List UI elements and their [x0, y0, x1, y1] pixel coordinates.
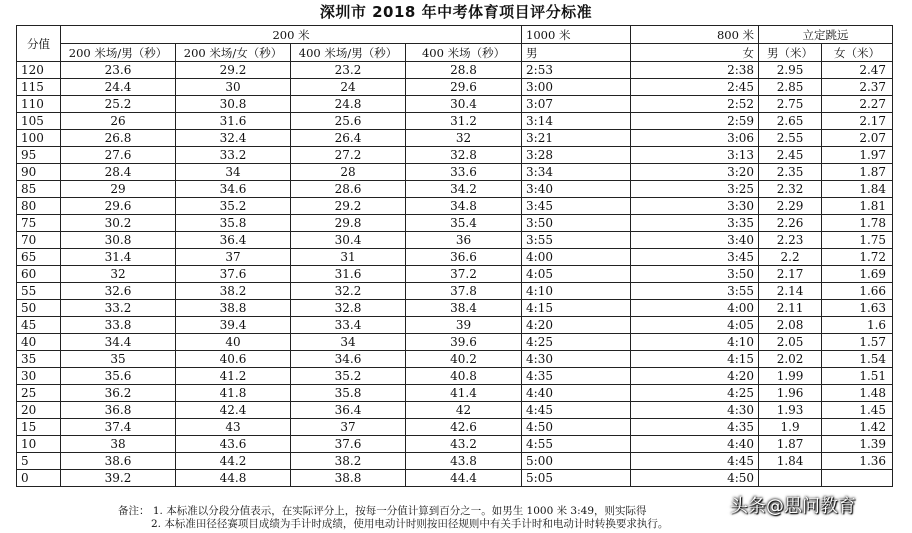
table-cell: 2.05	[759, 334, 822, 351]
table-row	[17, 147, 893, 164]
table-cell: 35	[61, 351, 176, 368]
table-cell: 29.2	[291, 198, 406, 215]
table-cell: 37	[291, 419, 406, 436]
table-cell: 34	[291, 334, 406, 351]
table-cell: 1.87	[759, 436, 822, 453]
table-cell: 3:28	[522, 147, 631, 164]
table-cell: 3:30	[631, 198, 759, 215]
table-cell: 43	[176, 419, 291, 436]
table-cell: 85	[17, 181, 61, 198]
table-cell: 42	[406, 402, 522, 419]
table-row	[17, 351, 893, 368]
table-cell: 28.4	[61, 164, 176, 181]
table-cell: 4:20	[631, 368, 759, 385]
table-cell: 1.69	[822, 266, 893, 283]
table-cell: 4:40	[522, 385, 631, 402]
table-cell: 60	[17, 266, 61, 283]
table-cell: 1.84	[822, 181, 893, 198]
table-cell: 35.2	[176, 198, 291, 215]
table-cell: 5	[17, 453, 61, 470]
table-cell: 38	[61, 436, 176, 453]
table-cell: 3:45	[522, 198, 631, 215]
table-cell: 1.96	[759, 385, 822, 402]
table-cell: 34.2	[406, 181, 522, 198]
table-cell: 3:55	[631, 283, 759, 300]
table-cell: 38.4	[406, 300, 522, 317]
table-cell: 4:30	[631, 402, 759, 419]
table-cell: 37.2	[406, 266, 522, 283]
table-row	[17, 62, 893, 79]
table-cell: 32	[61, 266, 176, 283]
header-400m-field: 400 米场（秒）	[406, 44, 522, 62]
table-cell: 40	[17, 334, 61, 351]
table-cell: 4:10	[631, 334, 759, 351]
header-400m-field-male: 400 米场/男（秒）	[291, 44, 406, 62]
table-cell: 33.4	[291, 317, 406, 334]
table-cell: 28.6	[291, 181, 406, 198]
table-cell: 44.8	[176, 470, 291, 487]
table-cell: 1.36	[822, 453, 893, 470]
note-line-2: 2. 本标准田径径赛项目成绩为手计时成绩，使用电动计时则按田径规则中有关手计时和电动计时转换要求执行。	[151, 518, 669, 530]
table-row	[17, 215, 893, 232]
table-cell: 26.4	[291, 130, 406, 147]
table-cell: 30.2	[61, 215, 176, 232]
header-row-2	[17, 44, 893, 62]
table-row	[17, 283, 893, 300]
table-cell: 115	[17, 79, 61, 96]
table-cell: 110	[17, 96, 61, 113]
table-cell: 32.8	[291, 300, 406, 317]
table-cell: 27.2	[291, 147, 406, 164]
table-cell: 38.6	[61, 453, 176, 470]
table-cell: 2:45	[631, 79, 759, 96]
score-table	[16, 25, 893, 487]
table-cell: 2.27	[822, 96, 893, 113]
table-cell: 2.32	[759, 181, 822, 198]
table-cell: 37.6	[176, 266, 291, 283]
table-cell: 36.2	[61, 385, 176, 402]
header-score: 分值	[17, 26, 61, 62]
table-cell: 1.84	[759, 453, 822, 470]
table-cell: 36.8	[61, 402, 176, 419]
table-row	[17, 113, 893, 130]
table-cell: 25	[17, 385, 61, 402]
table-cell: 37.6	[291, 436, 406, 453]
header-200m: 200 米	[61, 26, 522, 44]
table-cell: 31.6	[291, 266, 406, 283]
table-cell: 3:07	[522, 96, 631, 113]
table-cell: 32	[406, 130, 522, 147]
table-cell: 2.55	[759, 130, 822, 147]
table-row	[17, 300, 893, 317]
header-jump-female: 女（米）	[822, 44, 893, 62]
table-row	[17, 402, 893, 419]
table-cell: 37.8	[406, 283, 522, 300]
table-cell: 3:50	[522, 215, 631, 232]
table-cell: 29	[61, 181, 176, 198]
header-800m-female: 女	[631, 44, 759, 62]
table-cell: 55	[17, 283, 61, 300]
table-cell: 35.4	[406, 215, 522, 232]
table-cell: 1.93	[759, 402, 822, 419]
table-cell: 44.4	[406, 470, 522, 487]
table-cell: 5:00	[522, 453, 631, 470]
table-cell: 1.87	[822, 164, 893, 181]
table-cell: 4:00	[522, 249, 631, 266]
table-cell: 3:13	[631, 147, 759, 164]
table-cell: 37.4	[61, 419, 176, 436]
table-cell: 24.4	[61, 79, 176, 96]
table-cell: 4:00	[631, 300, 759, 317]
table-cell: 41.2	[176, 368, 291, 385]
table-cell: 35.2	[291, 368, 406, 385]
table-cell: 44.2	[176, 453, 291, 470]
header-standing-jump: 立定跳远	[759, 26, 893, 44]
table-cell: 4:45	[631, 453, 759, 470]
table-cell: 1.6	[822, 317, 893, 334]
header-200m-field-female: 200 米场/女（秒）	[176, 44, 291, 62]
table-row	[17, 470, 893, 487]
table-cell: 2.29	[759, 198, 822, 215]
table-cell: 1.51	[822, 368, 893, 385]
table-row	[17, 232, 893, 249]
table-cell: 36	[406, 232, 522, 249]
table-cell: 2.14	[759, 283, 822, 300]
table-cell: 41.8	[176, 385, 291, 402]
table-cell: 1.9	[759, 419, 822, 436]
table-cell: 25.2	[61, 96, 176, 113]
table-cell: 38.2	[176, 283, 291, 300]
table-cell: 4:55	[522, 436, 631, 453]
table-cell: 29.2	[176, 62, 291, 79]
table-cell: 32.8	[406, 147, 522, 164]
table-cell: 2.23	[759, 232, 822, 249]
table-cell: 2.02	[759, 351, 822, 368]
table-cell: 1.57	[822, 334, 893, 351]
table-cell: 29.8	[291, 215, 406, 232]
table-cell: 4:20	[522, 317, 631, 334]
table-cell: 33.6	[406, 164, 522, 181]
table-cell: 4:30	[522, 351, 631, 368]
table-cell: 2.37	[822, 79, 893, 96]
table-cell: 4:50	[522, 419, 631, 436]
table-cell: 5:05	[522, 470, 631, 487]
table-cell: 39.4	[176, 317, 291, 334]
table-cell: 1.42	[822, 419, 893, 436]
table-cell: 30.8	[176, 96, 291, 113]
table-cell: 2.65	[759, 113, 822, 130]
table-cell: 1.45	[822, 402, 893, 419]
table-cell: 41.4	[406, 385, 522, 402]
table-cell: 4:05	[522, 266, 631, 283]
table-row	[17, 334, 893, 351]
table-cell: 2.35	[759, 164, 822, 181]
table-cell: 28	[291, 164, 406, 181]
table-cell: 39.6	[406, 334, 522, 351]
table-row	[17, 249, 893, 266]
table-cell: 4:50	[631, 470, 759, 487]
table-cell: 1.78	[822, 215, 893, 232]
header-row-1	[17, 26, 893, 44]
page-title: 深圳市 2018 年中考体育项目评分标准	[319, 3, 593, 21]
table-cell: 2.2	[759, 249, 822, 266]
table-cell: 70	[17, 232, 61, 249]
header-1000m: 1000 米	[522, 26, 631, 44]
table-cell: 4:40	[631, 436, 759, 453]
table-cell: 24.8	[291, 96, 406, 113]
note-line-1: 备注： 1. 本标准以分段分值表示，在实际评分上，按每一分值计算到百分之一。如男生 1000 米 3:49，则实际得	[118, 505, 647, 517]
table-cell: 1.81	[822, 198, 893, 215]
table-cell: 40	[176, 334, 291, 351]
table-cell: 30	[17, 368, 61, 385]
table-cell: 2.45	[759, 147, 822, 164]
table-cell: 1.54	[822, 351, 893, 368]
table-cell: 1.99	[759, 368, 822, 385]
table-cell: 50	[17, 300, 61, 317]
table-cell: 3:20	[631, 164, 759, 181]
table-cell: 2:38	[631, 62, 759, 79]
table-row	[17, 266, 893, 283]
table-cell: 33.2	[176, 147, 291, 164]
table-cell: 34	[176, 164, 291, 181]
table-cell: 43.2	[406, 436, 522, 453]
table-cell: 34.4	[61, 334, 176, 351]
table-cell: 30.4	[291, 232, 406, 249]
table-row	[17, 198, 893, 215]
table-cell: 23.2	[291, 62, 406, 79]
header-jump-male: 男（米）	[759, 44, 822, 62]
table-cell: 23.6	[61, 62, 176, 79]
table-cell: 4:10	[522, 283, 631, 300]
table-cell: 1.66	[822, 283, 893, 300]
table-cell: 2.75	[759, 96, 822, 113]
table-cell: 2.17	[759, 266, 822, 283]
table-cell: 31.6	[176, 113, 291, 130]
table-cell: 2:53	[522, 62, 631, 79]
table-cell: 20	[17, 402, 61, 419]
table-cell: 25.6	[291, 113, 406, 130]
table-cell: 43.6	[176, 436, 291, 453]
table-cell: 40.8	[406, 368, 522, 385]
table-cell: 3:00	[522, 79, 631, 96]
table-cell: 39	[406, 317, 522, 334]
table-cell: 32.2	[291, 283, 406, 300]
table-cell: 40.2	[406, 351, 522, 368]
table-cell: 34.6	[176, 181, 291, 198]
table-cell: 30.8	[61, 232, 176, 249]
table-row	[17, 453, 893, 470]
table-cell: 3:14	[522, 113, 631, 130]
table-cell: 1.97	[822, 147, 893, 164]
table-cell: 3:45	[631, 249, 759, 266]
table-cell: 36.4	[291, 402, 406, 419]
table-cell: 1.48	[822, 385, 893, 402]
table-cell: 2:52	[631, 96, 759, 113]
table-cell: 35	[17, 351, 61, 368]
table-cell: 35.8	[291, 385, 406, 402]
table-cell: 34.8	[406, 198, 522, 215]
table-row	[17, 419, 893, 436]
table-cell: 4:25	[522, 334, 631, 351]
table-cell: 4:35	[631, 419, 759, 436]
table-cell: 35.8	[176, 215, 291, 232]
table-row	[17, 436, 893, 453]
table-cell: 2.85	[759, 79, 822, 96]
table-cell: 4:15	[522, 300, 631, 317]
table-cell: 4:15	[631, 351, 759, 368]
table-cell: 3:40	[631, 232, 759, 249]
header-1000m-male: 男	[522, 44, 631, 62]
table-cell: 3:40	[522, 181, 631, 198]
table-cell: 24	[291, 79, 406, 96]
table-cell: 105	[17, 113, 61, 130]
table-cell: 75	[17, 215, 61, 232]
table-cell: 34.6	[291, 351, 406, 368]
table-cell: 1.63	[822, 300, 893, 317]
table-row	[17, 79, 893, 96]
table-cell: 30	[176, 79, 291, 96]
table-cell: 28.8	[406, 62, 522, 79]
table-cell: 80	[17, 198, 61, 215]
watermark-text: 头条@思问教育	[730, 496, 856, 517]
table-cell: 38.8	[176, 300, 291, 317]
table-cell: 1.39	[822, 436, 893, 453]
table-cell: 3:25	[631, 181, 759, 198]
table-cell: 4:05	[631, 317, 759, 334]
table-cell: 4:45	[522, 402, 631, 419]
table-cell: 42.6	[406, 419, 522, 436]
table-row	[17, 181, 893, 198]
table-cell: 2.26	[759, 215, 822, 232]
table-cell: 30.4	[406, 96, 522, 113]
table-cell: 38.8	[291, 470, 406, 487]
table-cell: 90	[17, 164, 61, 181]
table-cell: 35.6	[61, 368, 176, 385]
table-row	[17, 130, 893, 147]
table-cell: 65	[17, 249, 61, 266]
table-cell: 36.4	[176, 232, 291, 249]
table-cell: 36.6	[406, 249, 522, 266]
table-cell: 95	[17, 147, 61, 164]
table-cell: 120	[17, 62, 61, 79]
table-cell: 31	[291, 249, 406, 266]
table-cell: 31.4	[61, 249, 176, 266]
table-cell: 2.08	[759, 317, 822, 334]
table-cell: 45	[17, 317, 61, 334]
table-cell: 29.6	[61, 198, 176, 215]
table-cell: 38.2	[291, 453, 406, 470]
table-cell: 3:34	[522, 164, 631, 181]
table-cell: 27.6	[61, 147, 176, 164]
table-cell: 2.17	[822, 113, 893, 130]
table-row	[17, 368, 893, 385]
table-cell: 1.75	[822, 232, 893, 249]
table-cell: 3:50	[631, 266, 759, 283]
table-cell: 26.8	[61, 130, 176, 147]
table-cell: 0	[17, 470, 61, 487]
table-cell: 32.6	[61, 283, 176, 300]
table-cell: 4:25	[631, 385, 759, 402]
table-cell: 2.47	[822, 62, 893, 79]
table-cell: 31.2	[406, 113, 522, 130]
table-cell: 2:59	[631, 113, 759, 130]
table-cell: 10	[17, 436, 61, 453]
table-cell: 3:35	[631, 215, 759, 232]
table-cell	[759, 470, 822, 487]
table-cell	[822, 470, 893, 487]
table-cell: 2.11	[759, 300, 822, 317]
table-cell: 33.8	[61, 317, 176, 334]
notes	[118, 505, 668, 531]
table-row	[17, 96, 893, 113]
table-cell: 39.2	[61, 470, 176, 487]
table-cell: 2.07	[822, 130, 893, 147]
table-cell: 3:06	[631, 130, 759, 147]
table-cell: 33.2	[61, 300, 176, 317]
table-cell: 26	[61, 113, 176, 130]
table-cell: 29.6	[406, 79, 522, 96]
table-cell: 40.6	[176, 351, 291, 368]
table-cell: 42.4	[176, 402, 291, 419]
header-800m: 800 米	[631, 26, 759, 44]
table-row	[17, 164, 893, 181]
table-row	[17, 385, 893, 402]
table-cell: 37	[176, 249, 291, 266]
header-200m-field-male: 200 米场/男（秒）	[61, 44, 176, 62]
table-cell: 1.72	[822, 249, 893, 266]
table-cell: 3:21	[522, 130, 631, 147]
table-cell: 32.4	[176, 130, 291, 147]
table-cell: 15	[17, 419, 61, 436]
table-row	[17, 317, 893, 334]
table-cell: 4:35	[522, 368, 631, 385]
table-cell: 43.8	[406, 453, 522, 470]
table-cell: 100	[17, 130, 61, 147]
table-cell: 3:55	[522, 232, 631, 249]
score-table-body	[17, 62, 893, 487]
table-cell: 2.95	[759, 62, 822, 79]
